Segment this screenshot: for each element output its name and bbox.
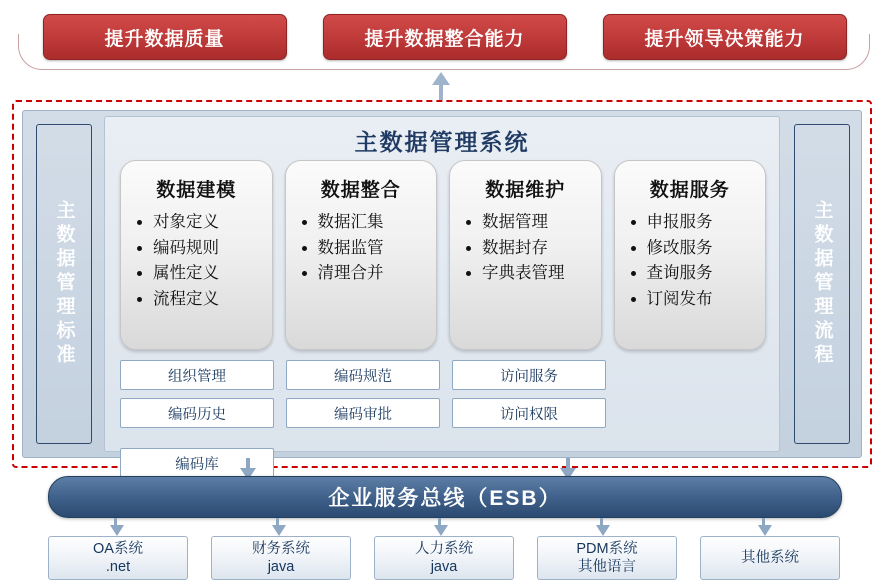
upward-arrow-stem	[439, 84, 443, 100]
down-arrow-icon	[110, 525, 124, 536]
list-item: • 申报服务	[647, 210, 760, 236]
system-tech: java	[267, 559, 295, 575]
chip-column-3	[452, 360, 606, 436]
system-box-finance[interactable]	[211, 536, 351, 580]
card-item-list	[621, 210, 760, 312]
goal-box-2: 提升数据整合能力	[323, 14, 567, 60]
capability-card-integration[interactable]	[285, 160, 438, 350]
list-item: • 修改服务	[647, 236, 760, 262]
down-arrow-icon	[596, 525, 610, 536]
list-item: • 数据汇集	[318, 210, 431, 236]
system-name: PDM系统	[576, 540, 638, 557]
system-name: 人力系统	[415, 540, 473, 557]
down-arrow-icon	[272, 525, 286, 536]
list-item: • 数据管理	[482, 210, 595, 236]
down-arrow-icon	[434, 525, 448, 536]
card-item-list	[456, 210, 595, 287]
card-title: 数据整合	[320, 180, 401, 201]
chip-column-1	[120, 360, 274, 436]
card-title: 数据建模	[156, 180, 237, 201]
list-item: • 流程定义	[153, 287, 266, 313]
pillar-standards-label: 主数据管理标准	[53, 200, 75, 368]
esb-label: 企业服务总线（ESB）	[328, 487, 562, 510]
chip-item[interactable]: 编码审批	[286, 398, 440, 428]
chip-item[interactable]: 组织管理	[120, 360, 274, 390]
system-name: 财务系统	[252, 540, 310, 557]
system-box-pdm[interactable]	[537, 536, 677, 580]
esb-bar	[48, 476, 842, 518]
list-item: • 数据监管	[318, 236, 431, 262]
goal-box-3: 提升领导决策能力	[603, 14, 847, 60]
esb-to-systems-arrows	[48, 518, 840, 536]
connected-systems-row	[48, 536, 840, 582]
system-tech: java	[430, 559, 458, 575]
system-tech: 其他语言	[578, 559, 636, 575]
system-tech: .net	[105, 559, 131, 575]
chip-item[interactable]: 编码库	[120, 448, 274, 478]
chip-item[interactable]: 编码历史	[120, 398, 274, 428]
chip-item[interactable]: 访问权限	[452, 398, 606, 428]
card-item-list	[127, 210, 266, 312]
list-item: • 数据封存	[482, 236, 595, 262]
list-item: • 属性定义	[153, 261, 266, 287]
system-box-hr[interactable]	[374, 536, 514, 580]
chip-item[interactable]: 访问服务	[452, 360, 606, 390]
capability-card-maintenance[interactable]	[449, 160, 602, 350]
capability-card-service[interactable]	[614, 160, 767, 350]
goal-row	[0, 14, 889, 66]
list-item: • 编码规则	[153, 236, 266, 262]
pillar-standards	[36, 124, 92, 444]
pillar-process	[794, 124, 850, 444]
card-title: 数据维护	[485, 180, 566, 201]
system-box-other[interactable]	[700, 536, 840, 580]
mdm-title: 主数据管理系统	[354, 129, 530, 155]
system-box-oa[interactable]	[48, 536, 188, 580]
list-item: • 查询服务	[647, 261, 760, 287]
card-title: 数据服务	[649, 180, 730, 201]
list-item: • 对象定义	[153, 210, 266, 236]
list-item: • 清理合并	[318, 261, 431, 287]
system-name: 其他系统	[741, 549, 799, 566]
pillar-process-label: 主数据管理流程	[811, 200, 833, 368]
chip-column-2	[286, 360, 440, 436]
goal-box-1: 提升数据质量	[43, 14, 287, 60]
chip-item[interactable]: 编码规范	[286, 360, 440, 390]
list-item: • 订阅发布	[647, 287, 760, 313]
capability-card-row	[120, 160, 766, 350]
list-item: • 字典表管理	[482, 261, 595, 287]
card-item-list	[292, 210, 431, 287]
down-arrow-icon	[758, 525, 772, 536]
system-name: OA系统	[93, 540, 143, 557]
capability-card-modeling[interactable]	[120, 160, 273, 350]
